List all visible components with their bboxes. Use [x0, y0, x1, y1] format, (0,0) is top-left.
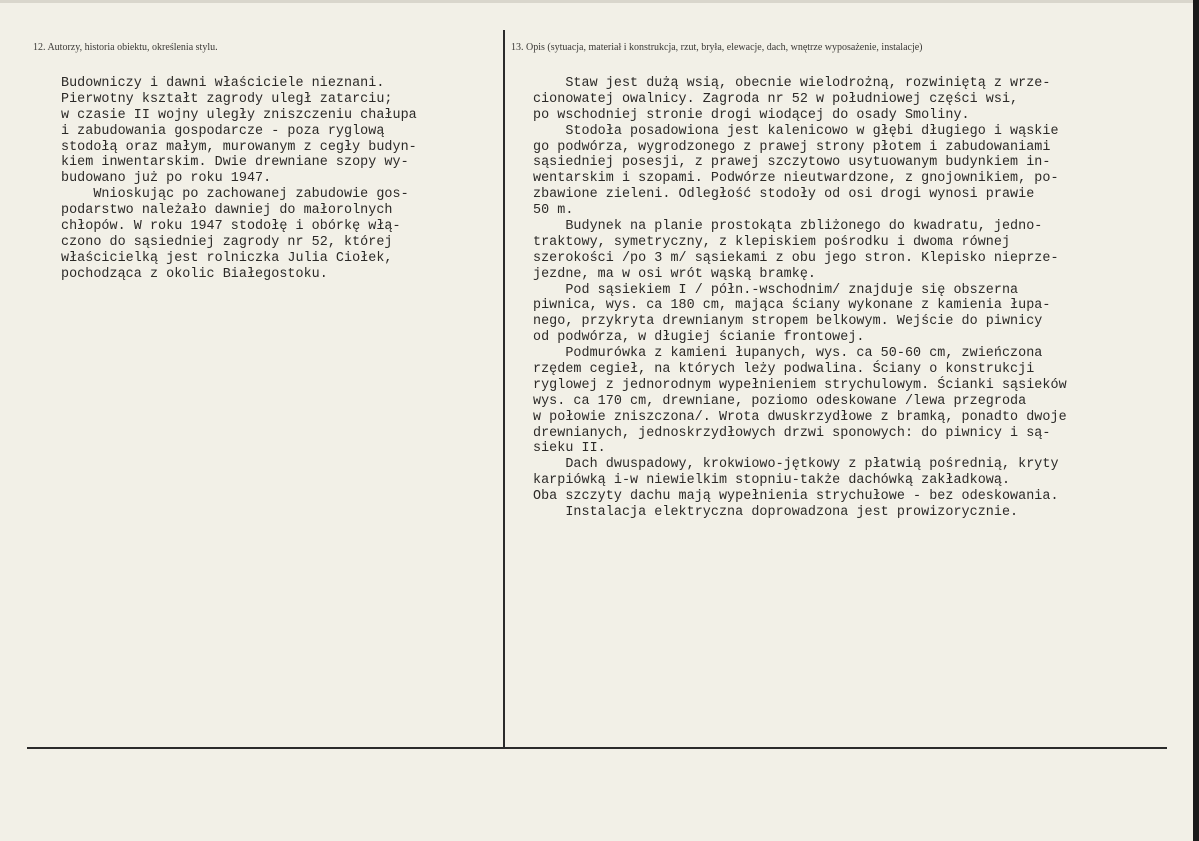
- text-line: wys. ca 170 cm, drewniane, poziomo odeskowane /lewa przegroda: [533, 393, 1027, 409]
- text-line: zbawione zieleni. Odległość stodoły od osi drogi wynosi prawie: [533, 187, 1035, 203]
- text-line: Budowniczy i dawni właściciele nieznani.: [61, 76, 385, 91]
- text-line: wentarskim i szopami. Podwórze nieutwardzone, z gnojownikiem, po-: [533, 171, 1059, 187]
- text-line: karpiówką i-w niewielkim stopniu-także dachówką zakładkową.: [533, 473, 1011, 489]
- text-line: go podwórza, wygrodzonego z prawej strony płotem i zabudowaniami: [533, 139, 1051, 155]
- text-line: w połowie zniszczona/. Wrota dwuskrzydłowe z bramką, ponadto dwoje: [533, 409, 1067, 425]
- text-line: czono do sąsiedniej zagrody nr 52, której: [61, 234, 393, 250]
- text-line: traktowy, symetryczny, z klepiskiem pośrodku i dwoma równej: [533, 234, 1011, 250]
- text-line: Wnioskując po zachowanej zabudowie gos-: [61, 187, 409, 203]
- section-12-heading: 12. Autorzy, historia obiektu, określenia stylu.: [33, 42, 218, 53]
- text-line: Instalacja elektryczna doprowadzona jest prowizorycznie.: [533, 505, 1019, 521]
- section-13-body: [533, 76, 1193, 521]
- text-line: Pod sąsiekiem I / półn.-wschodnim/ znajduje się obszerna: [533, 282, 1019, 298]
- text-line: kiem inwentarskim. Dwie drewniane szopy wy-: [61, 155, 409, 171]
- text-line: drewnianych, jednoskrzydłowych drzwi sponowych: do piwnicy i są-: [533, 425, 1051, 441]
- section-12-body: [61, 76, 501, 283]
- text-line: 50 m.: [533, 203, 574, 219]
- text-line: sąsiedniej posesji, z prawej szczytowo usytuowanym budynkiem in-: [533, 155, 1051, 171]
- scan-edge-right: [1193, 0, 1199, 841]
- text-line: ryglowej z jednorodnym wypełnieniem strychulowym. Ścianki sąsieków: [533, 377, 1067, 393]
- text-line: właścicielką jest rolniczka Julia Ciołek,: [61, 250, 393, 266]
- text-line: nego, przykryta drewnianym stropem belkowym. Wejście do piwnicy: [533, 314, 1043, 330]
- text-line: po wschodniej stronie drogi wiodącej do osady Smoliny.: [533, 107, 970, 123]
- text-line: i zabudowania gospodarcze - poza ryglową: [61, 123, 385, 139]
- text-line: szerokości /po 3 m/ sąsiekami z obu jego stron. Klepisko nieprze-: [533, 250, 1059, 266]
- text-line: sieku II.: [533, 441, 606, 457]
- text-line: od podwórza, w długiej ścianie frontowej.: [533, 330, 865, 346]
- column-divider: [503, 30, 505, 748]
- text-line: piwnica, wys. ca 180 cm, mająca ściany wykonane z kamienia łupa-: [533, 298, 1051, 314]
- text-line: Stodoła posadowiona jest kalenicowo w głębi długiego i wąskie: [533, 123, 1059, 139]
- text-line: jezdne, ma w osi wrót wąską bramkę.: [533, 266, 816, 282]
- text-line: rzędem cegieł, na których leży podwalina. Ściany o konstrukcji: [533, 362, 1035, 378]
- text-line: Podmurówka z kamieni łupanych, wys. ca 50-60 cm, zwieńczona: [533, 346, 1043, 362]
- text-line: w czasie II wojny uległy zniszczeniu chałupa: [61, 107, 417, 123]
- text-line: Oba szczyty dachu mają wypełnienia strychułowe - bez odeskowania.: [533, 489, 1059, 505]
- text-line: Pierwotny kształt zagrody uległ zatarciu;: [61, 91, 393, 107]
- text-line: stodołą oraz małym, murowanym z cegły budyn-: [61, 139, 417, 155]
- text-line: Dach dwuspadowy, krokwiowo-jętkowy z płatwią pośrednią, kryty: [533, 457, 1059, 473]
- text-line: cionowatej owalnicy. Zagroda nr 52 w południowej części wsi,: [533, 91, 1019, 107]
- text-line: budowano już po roku 1947.: [61, 171, 272, 187]
- text-line: Staw jest dużą wsią, obecnie wielodrożną, rozwiniętą z wrze-: [533, 76, 1051, 91]
- text-line: Budynek na planie prostokąta zbliżonego do kwadratu, jedno-: [533, 219, 1043, 235]
- section-13-heading: 13. Opis (sytuacja, materiał i konstrukcja, rzut, bryła, elewacje, dach, wnętrze wyposażenie, instalacje): [511, 42, 923, 53]
- text-line: podarstwo należało dawniej do małorolnych: [61, 203, 393, 219]
- text-line: pochodząca z okolic Białegostoku.: [61, 266, 328, 282]
- top-edge: [0, 0, 1199, 3]
- bottom-rule: [27, 747, 1167, 749]
- text-line: chłopów. W roku 1947 stodołę i obórkę włą-: [61, 219, 401, 235]
